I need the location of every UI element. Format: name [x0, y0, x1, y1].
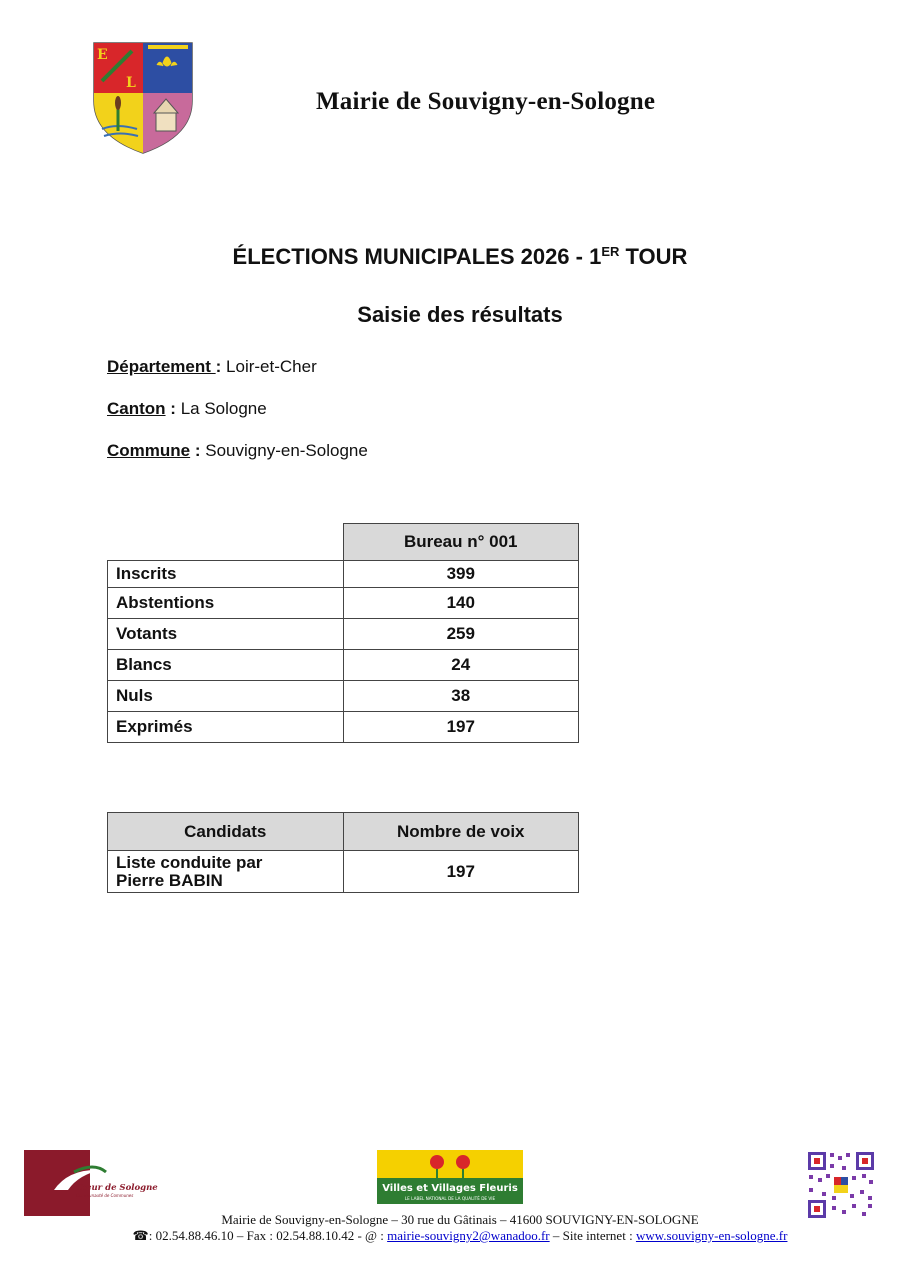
row-label: Blancs — [108, 650, 344, 681]
canton-label: Canton — [107, 399, 166, 418]
commune-value: Souvigny-en-Sologne — [205, 441, 368, 460]
coat-of-arms-logo — [92, 41, 194, 155]
table-row — [108, 588, 579, 619]
table-row — [108, 561, 579, 588]
mairie-title: Mairie de Souvigny-en-Sologne — [316, 88, 656, 115]
row-label: Nuls — [108, 681, 344, 712]
candidates-table — [107, 812, 579, 893]
svg-text:LE LABEL NATIONAL DE LA QUALIT: LE LABEL NATIONAL DE LA QUALITÉ DE VIE — [404, 1196, 496, 1201]
commune-label: Commune — [107, 441, 191, 460]
qr-code[interactable] — [806, 1150, 876, 1220]
coat-letter-l: L — [126, 75, 136, 91]
phone-icon: ☎ — [132, 1228, 149, 1243]
row-label: Votants — [108, 619, 344, 650]
website-link[interactable]: www.souvigny-en-sologne.fr — [635, 1228, 788, 1243]
departement-value: Loir-et-Cher — [226, 357, 317, 376]
voix-header: Nombre de voix — [343, 813, 579, 851]
coat-letter-e: E — [97, 47, 108, 63]
subtitle: Saisie des résultats — [357, 302, 563, 327]
bureau-header: Bureau n° 001 — [343, 524, 579, 561]
candidats-header: Candidats — [108, 813, 344, 851]
villes-villages-fleuris-logo — [377, 1150, 523, 1204]
canton-line: Canton : La Sologne — [107, 399, 267, 418]
email-link[interactable]: mairie-souvigny2@wanadoo.fr — [387, 1228, 550, 1243]
results-table-corner — [108, 524, 344, 561]
candidate-name: Liste conduite par Pierre BABIN — [108, 851, 344, 893]
row-value: 197 — [343, 712, 579, 743]
table-row — [108, 712, 579, 743]
row-value: 399 — [343, 561, 579, 588]
footer-address: Mairie de Souvigny-en-Sologne – 30 rue du Gâtinais – 41600 SOUVIGNY-EN-SOLOGNE — [221, 1212, 699, 1227]
table-row — [108, 650, 579, 681]
row-label: Exprimés — [108, 712, 344, 743]
results-table — [107, 523, 579, 743]
departement-line: Département : Loir-et-Cher — [107, 357, 317, 376]
election-title: ÉLECTIONS MUNICIPALES 2026 - 1ER TOUR — [232, 244, 688, 269]
svg-text:Villes et Villages Fleuris: Villes et Villages Fleuris — [382, 1183, 518, 1194]
row-value: 259 — [343, 619, 579, 650]
row-value: 38 — [343, 681, 579, 712]
table-row — [108, 681, 579, 712]
candidate-votes: 197 — [343, 851, 579, 893]
footer-contact: ☎: 02.54.88.46.10 – Fax : 02.54.88.10.42 - @ : mairie-souvigny2@wanadoo.fr – Site internet : www.souvigny-en-sologne.fr — [132, 1228, 788, 1243]
table-row — [108, 851, 579, 893]
row-value: 140 — [343, 588, 579, 619]
canton-value: La Sologne — [180, 399, 267, 418]
row-value: 24 — [343, 650, 579, 681]
row-label: Abstentions — [108, 588, 344, 619]
departement-label: Département — [107, 357, 216, 376]
table-row — [108, 619, 579, 650]
coeur-de-sologne-logo — [24, 1150, 160, 1216]
svg-text:Communauté de Communes: Communauté de Communes — [76, 1193, 134, 1198]
commune-line: Commune : Souvigny-en-Sologne — [107, 441, 368, 460]
row-label: Inscrits — [108, 561, 344, 588]
svg-text:Cœur de Sologne: Cœur de Sologne — [76, 1183, 158, 1193]
